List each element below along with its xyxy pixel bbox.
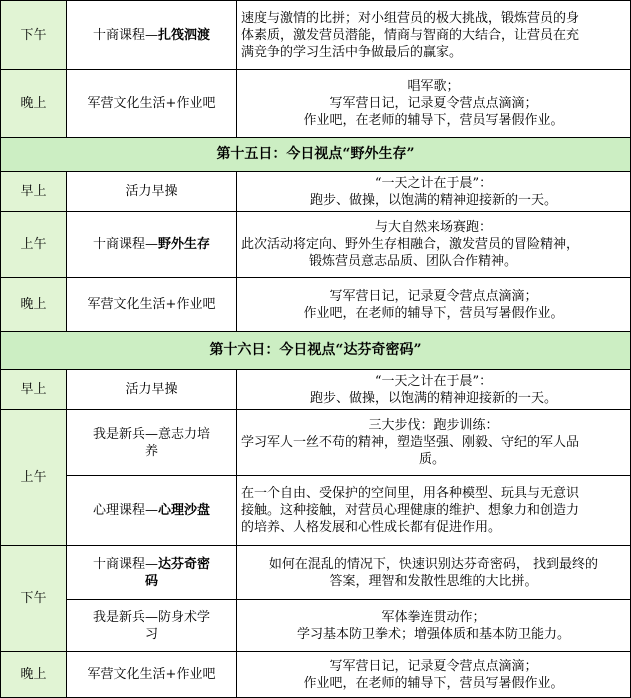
table-row bbox=[1, 172, 631, 212]
course-line: 习 bbox=[144, 626, 158, 642]
description-cell bbox=[237, 370, 631, 410]
course-cell bbox=[67, 278, 237, 332]
course-prefix: 十商课程— bbox=[92, 27, 158, 43]
course-cell bbox=[67, 476, 237, 546]
day-title: 第十五日：今日视点“野外生存” bbox=[1, 138, 631, 172]
description-line: 军体拳连贯动作； bbox=[381, 609, 486, 625]
description-line: 跑步、做操，以饱满的精神迎接新的一天。 bbox=[309, 192, 557, 208]
time-cell: 上午 bbox=[1, 410, 67, 546]
course-cell bbox=[67, 212, 237, 278]
course-prefix: 十商课程— bbox=[92, 556, 158, 572]
description-line: 作业吧，在老师的辅导下，营员写暑假作业。 bbox=[303, 113, 564, 128]
description-cell bbox=[237, 652, 631, 698]
course-cell bbox=[67, 546, 237, 600]
course-line: 我是新兵—意志力培 bbox=[92, 426, 210, 442]
description-cell bbox=[237, 278, 631, 332]
description-line: 的培养、人格发展和心性成长都有促进作用。 bbox=[241, 520, 502, 535]
course-cell bbox=[67, 70, 237, 138]
description-line: 作业吧，在老师的辅导下，营员写暑假作业。 bbox=[303, 305, 564, 321]
description-cell bbox=[237, 1, 631, 70]
course-name: 野外生存 bbox=[158, 237, 211, 252]
course-line: 我是新兵—防身术学 bbox=[92, 609, 210, 625]
description-cell bbox=[237, 600, 631, 652]
table-row bbox=[1, 652, 631, 698]
table-row bbox=[1, 212, 631, 278]
table-row bbox=[1, 370, 631, 410]
time-cell: 上午 bbox=[1, 212, 67, 278]
course-cell: 活力早操 bbox=[67, 370, 237, 410]
description-cell bbox=[237, 476, 631, 546]
time-cell: 早上 bbox=[1, 172, 67, 212]
table-row bbox=[1, 410, 631, 476]
description-line: 跑步、做操，以饱满的精神迎接新的一天。 bbox=[309, 390, 557, 406]
table-row bbox=[1, 600, 631, 652]
day-title: 第十六日：今日视点“达芬奇密码” bbox=[1, 332, 631, 370]
course-prefix: 心理课程— bbox=[92, 503, 158, 518]
description-line: 锻炼营员意志品质、团队合作精神。 bbox=[309, 254, 518, 269]
course-prefix: 军营文化生活+作业吧 bbox=[87, 297, 216, 312]
course-cell bbox=[67, 410, 237, 476]
description-line: 写军营日记，记录夏令营点点滴滴； bbox=[329, 658, 538, 674]
description-line: “一天之计在于晨”： bbox=[374, 373, 493, 389]
course-prefix: 十商课程— bbox=[92, 237, 158, 252]
description-cell bbox=[237, 212, 631, 278]
description-line: “一天之计在于晨”： bbox=[374, 175, 493, 191]
description-line: 作业吧，在老师的辅导下，营员写暑假作业。 bbox=[303, 675, 564, 691]
description-cell bbox=[237, 70, 631, 138]
course-cell bbox=[67, 1, 237, 70]
time-cell: 下午 bbox=[1, 546, 67, 652]
time-cell: 早上 bbox=[1, 370, 67, 410]
course-cell bbox=[67, 600, 237, 652]
course-name: 扎筏泗渡 bbox=[158, 27, 211, 43]
course-prefix: 军营文化生活+作业吧 bbox=[87, 96, 216, 111]
description-line: 如何在混乱的情况下，快速识别达芬奇密码， 找到最终的 bbox=[268, 556, 599, 572]
description-line: 体素质，激发营员潜能，情商与智商的大结合，让营员在充 bbox=[241, 27, 580, 43]
time-cell: 晚上 bbox=[1, 70, 67, 138]
course-line bbox=[71, 556, 232, 573]
course-prefix: 活力早操 bbox=[125, 184, 178, 199]
description-line: 三大步伐：跑步训练： bbox=[368, 418, 499, 433]
description-cell bbox=[237, 172, 631, 212]
course-line: 码 bbox=[144, 573, 158, 589]
description-line: 写军营日记，记录夏令营点点滴滴； bbox=[329, 288, 538, 304]
course-cell bbox=[67, 172, 237, 212]
day-header-row bbox=[1, 332, 631, 370]
description-line: 速度与激情的比拼；对小组营员的极大挑战，锻炼营员的身 bbox=[241, 10, 580, 26]
table-row bbox=[1, 476, 631, 546]
course-name: 达芬奇密 bbox=[158, 556, 211, 572]
table-row bbox=[1, 278, 631, 332]
description-cell bbox=[237, 410, 631, 476]
table-row bbox=[1, 1, 631, 70]
course-cell: 军营文化生活+作业吧 bbox=[67, 652, 237, 698]
course-name: 心理沙盘 bbox=[158, 503, 211, 518]
table-row bbox=[1, 546, 631, 600]
description-line: 答案，理智和发散性思维的大比拼。 bbox=[329, 573, 538, 589]
time-cell: 晚上 bbox=[1, 278, 67, 332]
description-line: 唱军歌； bbox=[407, 79, 460, 94]
time-cell: 晚上 bbox=[1, 652, 67, 698]
description-cell bbox=[237, 546, 631, 600]
description-line: 满竞争的学习生活中争做最后的赢家。 bbox=[241, 44, 463, 60]
day-header-row bbox=[1, 138, 631, 172]
description-line: 接触。这种接触，对营员心理健康的维护、想象力和创造力 bbox=[241, 503, 580, 518]
description-line: 与大自然来场赛跑： bbox=[374, 220, 492, 235]
course-line: 养 bbox=[144, 443, 158, 459]
description-line: 质。 bbox=[419, 452, 446, 467]
description-line: 在一个自由、受保护的空间里，用各种模型、玩具与无意识 bbox=[241, 486, 580, 501]
description-line: 此次活动将定向、野外生存相融合，激发营员的冒险精神， bbox=[241, 237, 580, 252]
time-cell: 下午 bbox=[1, 1, 67, 70]
description-line: 写军营日记，记录夏令营点点滴滴； bbox=[329, 96, 538, 111]
description-line: 学习军人一丝不苟的精神，塑造坚强、刚毅、守纪的军人品 bbox=[241, 435, 580, 450]
table-row bbox=[1, 70, 631, 138]
description-line: 学习基本防卫拳术；增强体质和基本防卫能力。 bbox=[296, 626, 570, 642]
